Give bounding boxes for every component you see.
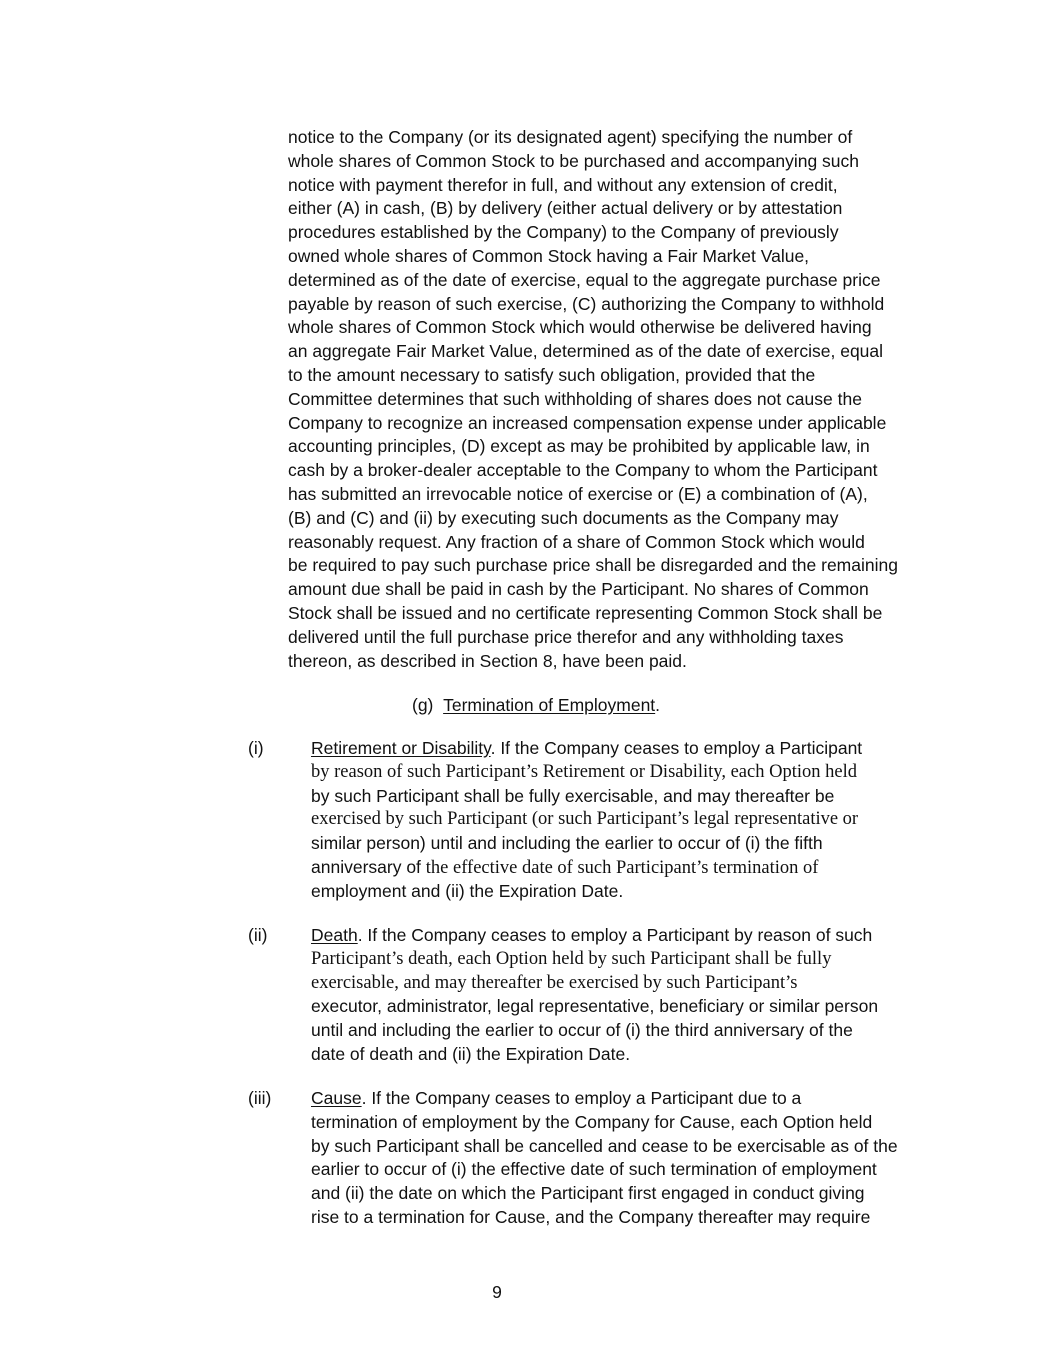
item-line: by such Participant shall be fully exercisable, and may thereafter be (311, 785, 835, 806)
item-line: similar person) until and including the earlier to occur of (i) the fifth (311, 833, 823, 854)
item-line: executor, administrator, legal representative, beneficiary or similar person (311, 996, 879, 1017)
section-g-prefix: (g) (412, 695, 434, 715)
item-line: Death. If the Company ceases to employ a Participant by reason of such (311, 925, 873, 945)
item-line: Cause. If the Company ceases to employ a Participant due to a (311, 1088, 802, 1108)
item-line: employment and (ii) the Expiration Date. (311, 880, 624, 901)
item-line: by such Participant shall be cancelled and cease to be exercisable as of the (311, 1135, 898, 1156)
item-line: date of death and (ii) the Expiration Date. (311, 1043, 631, 1064)
item-number: (iii) (248, 1088, 272, 1108)
item-line: exercised by such Participant (or such Participant’s legal representative or (311, 809, 859, 830)
paragraph-line: Stock shall be issued and no certificate representing Common Stock shall be (288, 602, 883, 623)
paragraph-line: Company to recognize an increased compensation expense under applicable (288, 412, 887, 433)
paragraph-line: owned whole shares of Common Stock having a Fair Market Value, (288, 245, 810, 266)
item-title: Death (311, 925, 358, 945)
paragraph-line: to the amount necessary to satisfy such obligation, provided that the (288, 364, 816, 385)
item-line: Retirement or Disability. If the Company ceases to employ a Participant (311, 738, 863, 758)
paragraph-line: amount due shall be paid in cash by the Participant. No shares of Common (288, 579, 869, 600)
section-g-title: Termination of Employment (443, 695, 656, 715)
paragraph-line: procedures established by the Company) to the Company of previously (288, 222, 839, 243)
main-paragraph (288, 126, 948, 673)
paragraph-line: determined as of the date of exercise, equal to the aggregate purchase price (288, 269, 881, 290)
paragraph-line: (B) and (C) and (ii) by executing such documents as the Company may (288, 507, 839, 528)
paragraph-line: whole shares of Common Stock which would otherwise be delivered having (288, 317, 872, 338)
paragraph-line: payable by reason of such exercise, (C) authorizing the Company to withhold (288, 293, 885, 314)
paragraph-line: be required to pay such purchase price shall be disregarded and the remaining (288, 555, 898, 576)
paragraph-line: notice to the Company (or its designated agent) specifying the number of (288, 127, 853, 147)
item-line: until and including the earlier to occur of (i) the third anniversary of the (311, 1020, 853, 1041)
paragraph-line: Committee determines that such withholding of shares does not cause the (288, 388, 862, 409)
item-line: rise to a termination for Cause, and the Company thereafter may require (311, 1206, 871, 1227)
paragraph-line: delivered until the full purchase price therefor and any withholding taxes (288, 626, 844, 647)
item-line: termination of employment by the Company for Cause, each Option held (311, 1111, 873, 1132)
paragraph-line: either (A) in cash, (B) by delivery (either actual delivery or by attestation (288, 198, 843, 219)
section-g-suffix: . (655, 695, 661, 715)
item-line: anniversary of the effective date of such Participant’s termination of (311, 856, 819, 878)
page-number: 9 (492, 1282, 502, 1302)
paragraph-line: cash by a broker-dealer acceptable to the Company to whom the Participant (288, 460, 878, 481)
section-g-heading (412, 693, 660, 717)
item-line: exercisable, and may thereafter be exercised by such Participant’s (311, 972, 798, 993)
item-title: Cause (311, 1088, 362, 1108)
item-line: earlier to occur of (i) the effective date of such termination of employment (311, 1159, 877, 1180)
paragraph-line: notice with payment therefor in full, and without any extension of credit, (288, 174, 838, 195)
item-title: Retirement or Disability (311, 738, 491, 758)
paragraph-line: reasonably request. Any fraction of a share of Common Stock which would (288, 531, 865, 552)
item-line: Participant’s death, each Option held by such Participant shall be fully (311, 948, 832, 969)
paragraph-line: an aggregate Fair Market Value, determined as of the date of exercise, equal (288, 341, 884, 362)
item-number: (i) (248, 738, 264, 758)
item-number: (ii) (248, 925, 268, 945)
paragraph-line: has submitted an irrevocable notice of exercise or (E) a combination of (A), (288, 483, 868, 504)
paragraph-line: thereon, as described in Section 8, have been paid. (288, 650, 687, 671)
paragraph-line: whole shares of Common Stock to be purchased and accompanying such (288, 150, 860, 171)
item-line: by reason of such Participant’s Retirement or Disability, each Option held (311, 761, 857, 782)
paragraph-line: accounting principles, (D) except as may be prohibited by applicable law, in (288, 436, 870, 457)
item-line: and (ii) the date on which the Participant first engaged in conduct giving (311, 1183, 865, 1204)
